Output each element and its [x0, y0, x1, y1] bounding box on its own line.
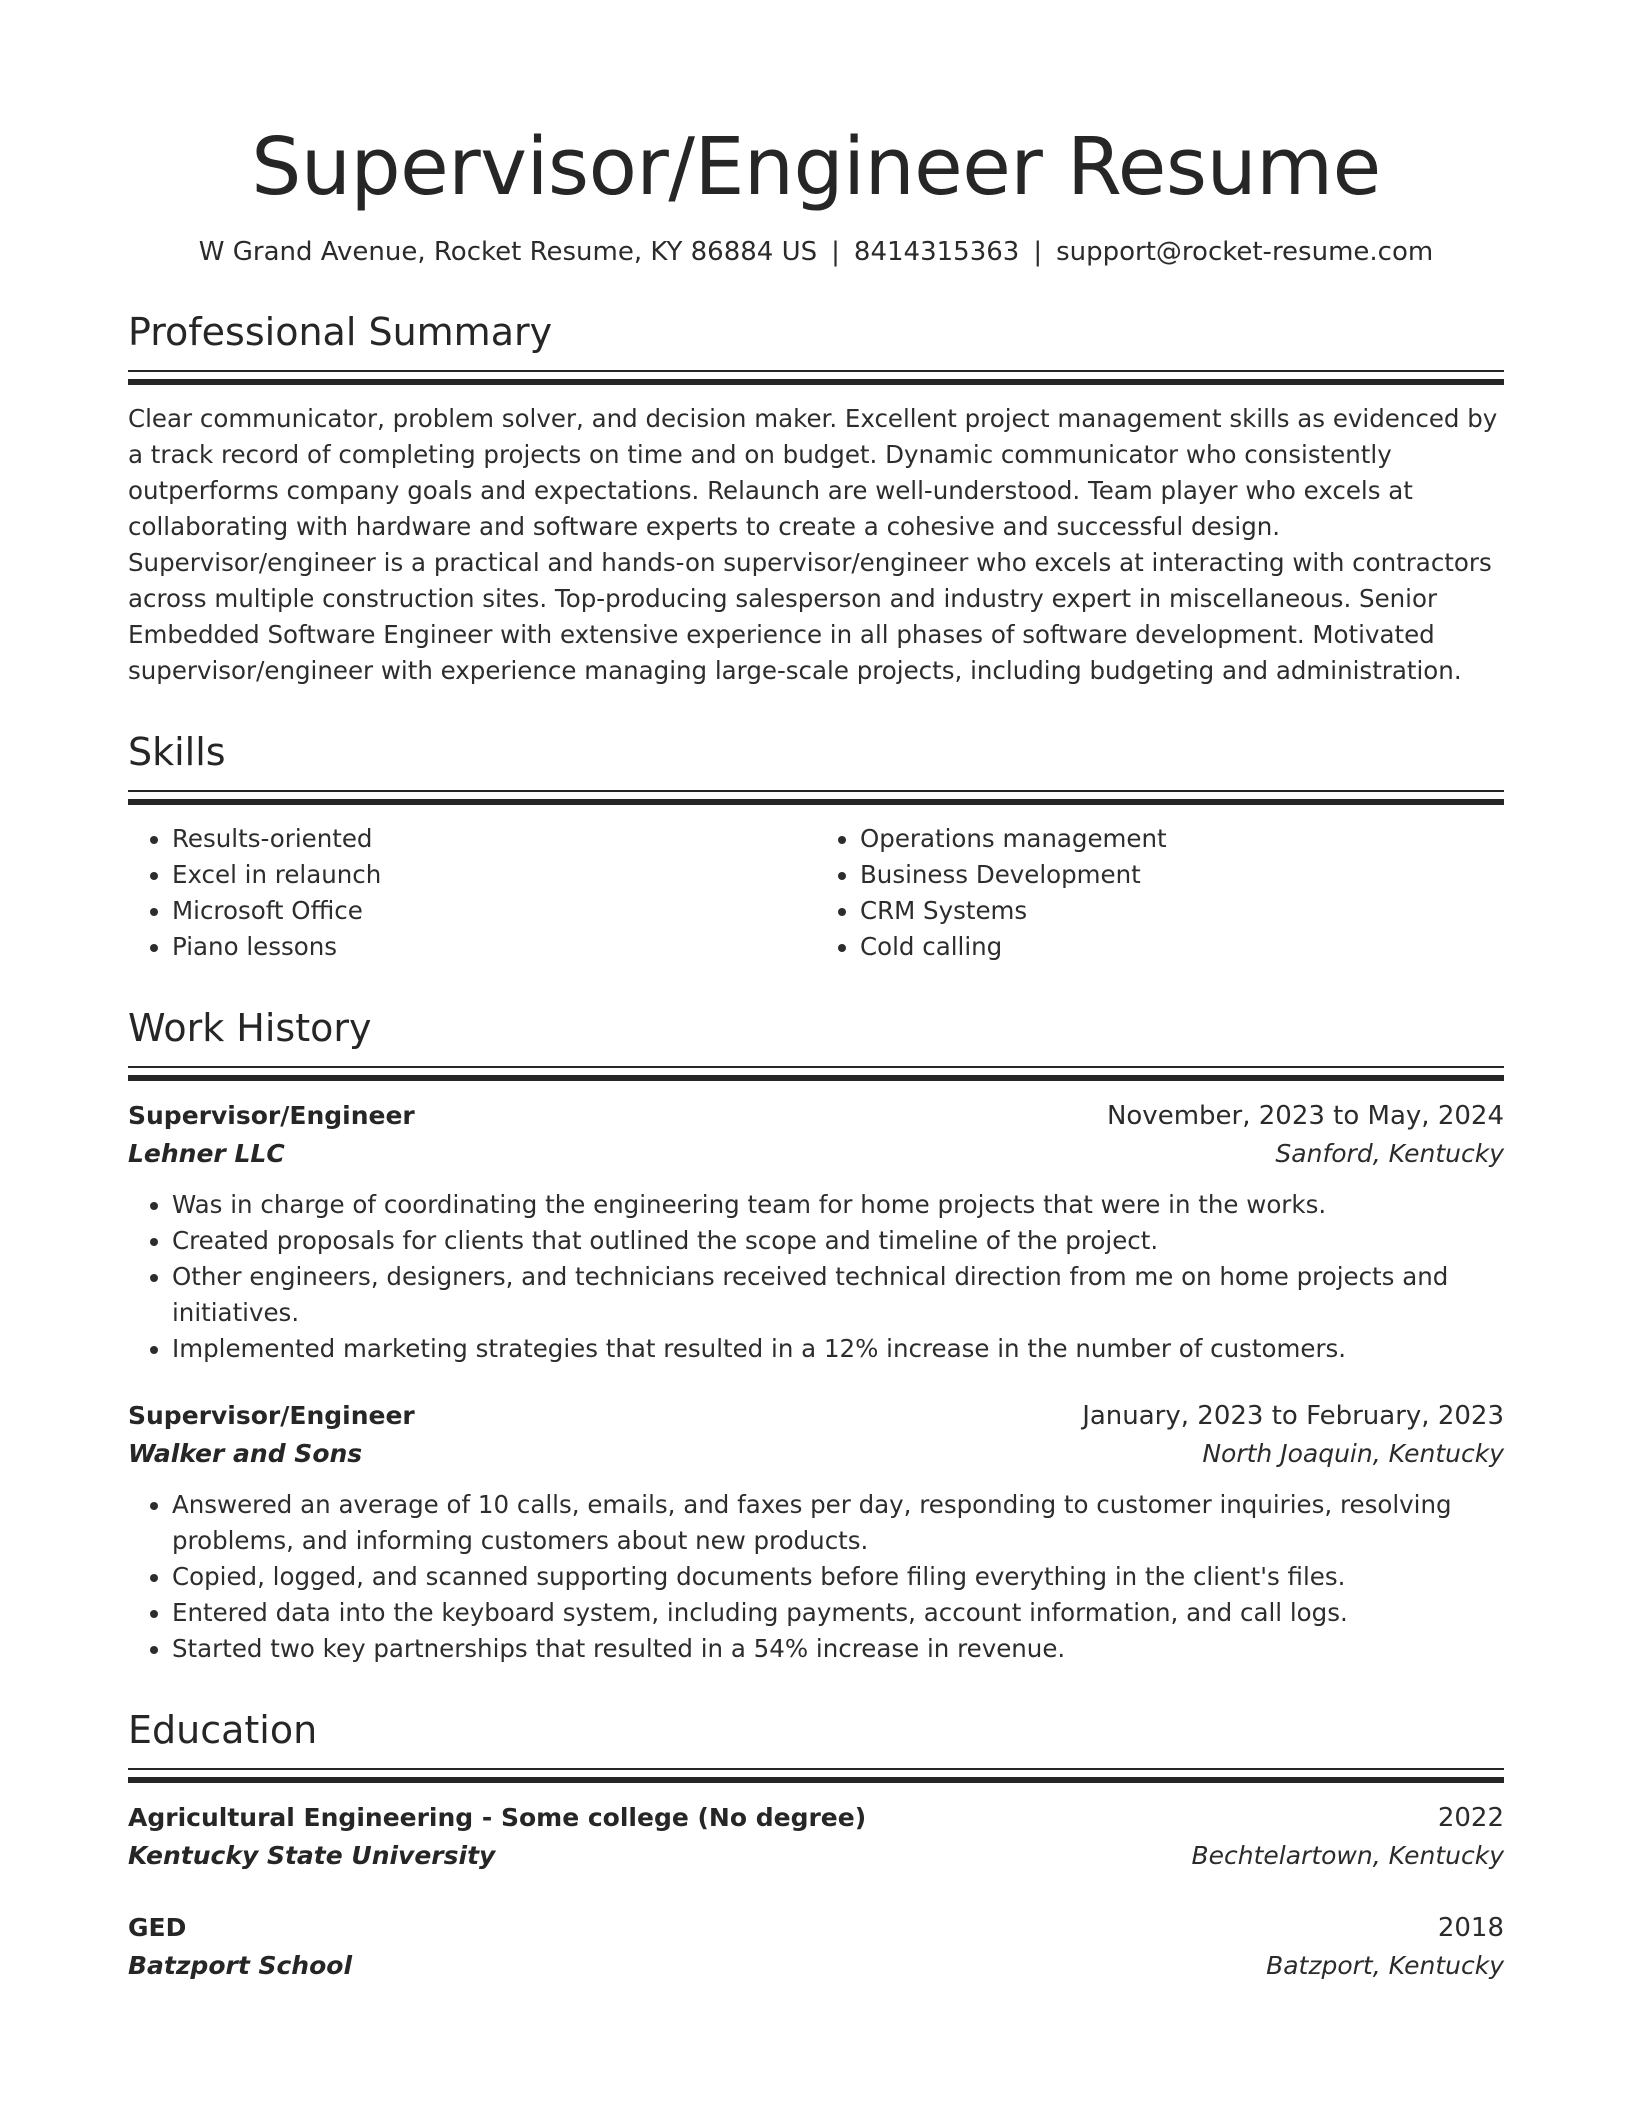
- job-location: North Joaquin, Kentucky: [1202, 1439, 1504, 1468]
- skills-column-left: [128, 821, 816, 965]
- section-heading-summary: Professional Summary: [128, 310, 553, 354]
- skill-item: • Microsoft Office: [172, 893, 816, 929]
- section-divider: [128, 790, 1504, 805]
- job-title: Supervisor/Engineer: [128, 1101, 415, 1130]
- skills-column-right: [816, 821, 1504, 965]
- skill-item: • Piano lessons: [172, 929, 816, 965]
- section-heading-education: Education: [128, 1708, 318, 1752]
- job-bullet: • Implemented marketing strategies that resulted in a 12% increase in the number of customers.: [172, 1331, 1504, 1367]
- section-divider: [128, 1066, 1504, 1081]
- skill-item: • Results-oriented: [172, 821, 816, 857]
- job-bullet: • Was in charge of coordinating the engineering team for home projects that were in the works.: [172, 1187, 1504, 1223]
- job-entry: [128, 1397, 1504, 1667]
- job-bullet: • Entered data into the keyboard system, including payments, account information, and call logs.: [172, 1595, 1504, 1631]
- education-year: 2018: [1437, 1913, 1504, 1943]
- education-degree: Agricultural Engineering - Some college (No degree): [128, 1803, 867, 1832]
- education-degree: GED: [128, 1913, 187, 1942]
- skills-list: [128, 821, 1504, 965]
- skill-item: • CRM Systems: [860, 893, 1504, 929]
- education-school: Batzport School: [128, 1951, 353, 1980]
- job-title: Supervisor/Engineer: [128, 1401, 415, 1430]
- contact-separator: |: [1033, 237, 1043, 267]
- education-entry: [128, 1799, 1504, 1875]
- job-bullet: • Copied, logged, and scanned supporting documents before filing everything in the client's files.: [172, 1559, 1504, 1595]
- section-divider: [128, 370, 1504, 385]
- education-entry: [128, 1909, 1504, 1985]
- job-dates: January, 2023 to February, 2023: [1082, 1401, 1504, 1431]
- summary-text: Clear communicator, problem solver, and decision maker. Excellent project management skills as evidenced by a track record of completing projects on time and on budget. Dynamic communicator who consistently outperforms company goals and expectations. Relaunch are well-understood. Team player who excels at collaborating with hardware and software experts to create a cohesive and successful design. Supervisor/engineer is a practical and hands-on supervisor/engineer who excels at interacting with contractors across multiple construction sites. Top-producing salesperson and industry expert in miscellaneous. Senior Embedded Software Engineer with extensive experience in all phases of software development. Motivated supervisor/engineer with experience managing large-scale projects, including budgeting and administration.: [128, 404, 1498, 685]
- section-heading-work: Work History: [128, 1006, 372, 1050]
- job-bullet: • Created proposals for clients that outlined the scope and timeline of the project.: [172, 1223, 1504, 1259]
- job-company: Walker and Sons: [128, 1439, 363, 1468]
- skill-item: • Cold calling: [860, 929, 1504, 965]
- contact-separator: |: [831, 237, 840, 267]
- education-location: Batzport, Kentucky: [1266, 1951, 1504, 1980]
- summary-section: [128, 309, 1504, 689]
- section-divider: [128, 1768, 1504, 1783]
- job-bullet: • Other engineers, designers, and technicians received technical direction from me on home projects and initiatives.: [172, 1259, 1504, 1331]
- contact-address: W Grand Avenue, Rocket Resume, KY 86884 US: [198, 237, 818, 267]
- section-heading-skills: Skills: [128, 730, 226, 774]
- skill-item: • Operations management: [860, 821, 1504, 857]
- education-location: Bechtelartown, Kentucky: [1191, 1841, 1504, 1870]
- job-company: Lehner LLC: [128, 1139, 285, 1168]
- contact-line: [128, 235, 1504, 269]
- job-location: Sanford, Kentucky: [1275, 1139, 1504, 1168]
- education-school: Kentucky State University: [128, 1841, 496, 1870]
- work-history-section: [128, 1005, 1504, 1667]
- job-bullet: • Answered an average of 10 calls, emails, and faxes per day, responding to customer inquiries, resolving problems, and informing customers about new products.: [172, 1487, 1504, 1559]
- job-bullets: [128, 1487, 1504, 1667]
- education-section: [128, 1707, 1504, 1985]
- skill-item: • Business Development: [860, 857, 1504, 893]
- page-title: Supervisor/Engineer Resume: [251, 121, 1381, 213]
- contact-email[interactable]: support@rocket-resume.com: [1056, 237, 1434, 267]
- skill-item: • Excel in relaunch: [172, 857, 816, 893]
- contact-phone: 8414315363: [853, 237, 1020, 267]
- job-dates: November, 2023 to May, 2024: [1106, 1101, 1504, 1131]
- education-year: 2022: [1437, 1803, 1504, 1833]
- job-bullets: [128, 1187, 1504, 1367]
- job-entry: [128, 1097, 1504, 1367]
- job-bullet: • Started two key partnerships that resulted in a 54% increase in revenue.: [172, 1631, 1504, 1667]
- skills-section: [128, 729, 1504, 965]
